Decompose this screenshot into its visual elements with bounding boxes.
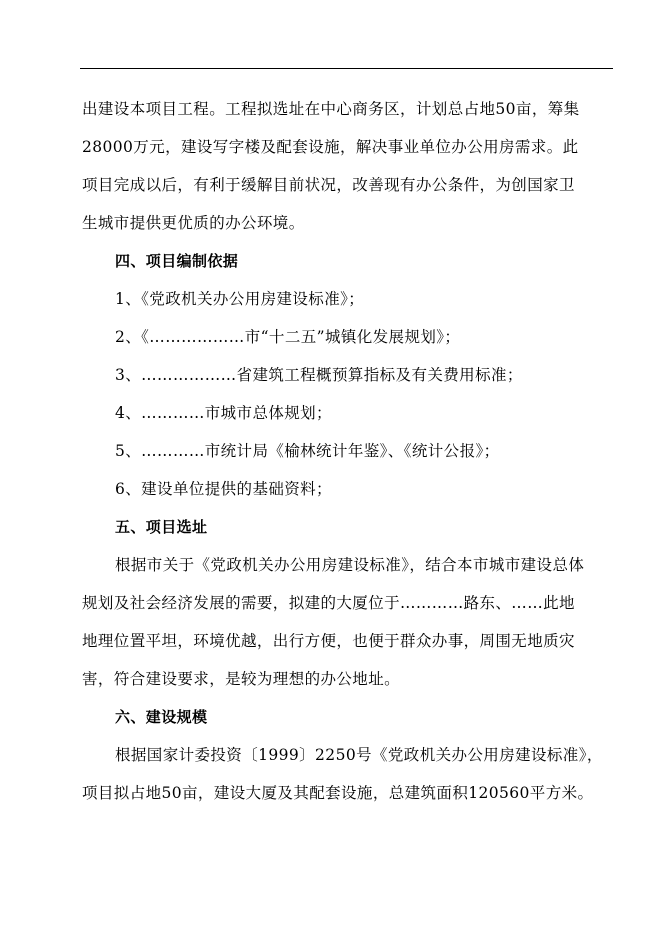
- basis-list-item: 1、《党政机关办公用房建设标准》；: [115, 290, 365, 308]
- basis-list-item: 6、建设单位提供的基础资料；: [115, 480, 332, 498]
- section-heading-basis: 四、项目编制依据: [115, 252, 239, 270]
- paragraph-line: 项目完成以后，有利于缓解目前状况，改善现有办公条件，为创国家卫: [82, 176, 575, 194]
- paragraph-line: 害，符合建设要求，是较为理想的办公地址。: [82, 670, 401, 688]
- paragraph-line: 生城市提供更优质的办公环境。: [82, 214, 305, 232]
- basis-list-item: 5、…………市统计局《榆林统计年鉴》、《统计公报》；: [115, 442, 500, 460]
- basis-list-item: 3、………………省建筑工程概预算指标及有关费用标准；: [115, 366, 523, 384]
- paragraph-line: 根据市关于《党政机关办公用房建设标准》，结合本市城市建设总体: [115, 556, 585, 574]
- paragraph-line: 28000万元，建设写字楼及配套设施，解决事业单位办公用房需求。此: [82, 138, 579, 156]
- paragraph-line: 项目拟占地50亩，建设大厦及其配套设施，总建筑面积120560平方米。: [82, 784, 594, 802]
- header-rule: [80, 68, 613, 69]
- paragraph-line: 根据国家计委投资〔1999〕2250号《党政机关办公用房建设标准》，: [115, 746, 603, 764]
- paragraph-line: 出建设本项目工程。工程拟选址在中心商务区，计划总占地50亩，筹集: [82, 100, 580, 118]
- section-heading-site: 五、项目选址: [115, 518, 208, 536]
- section-heading-scale: 六、建设规模: [115, 708, 208, 726]
- paragraph-line: 地理位置平坦，环境优越，出行方便，也便于群众办事，周围无地质灾: [82, 632, 575, 650]
- basis-list-item: 2、《………………市“十二五”城镇化发展规划》；: [115, 328, 461, 346]
- document-body: [82, 90, 614, 812]
- paragraph-line: 规划及社会经济发展的需要，拟建的大厦位于…………路东、……此地: [82, 594, 575, 612]
- basis-list-item: 4、…………市城市总体规划；: [115, 404, 332, 422]
